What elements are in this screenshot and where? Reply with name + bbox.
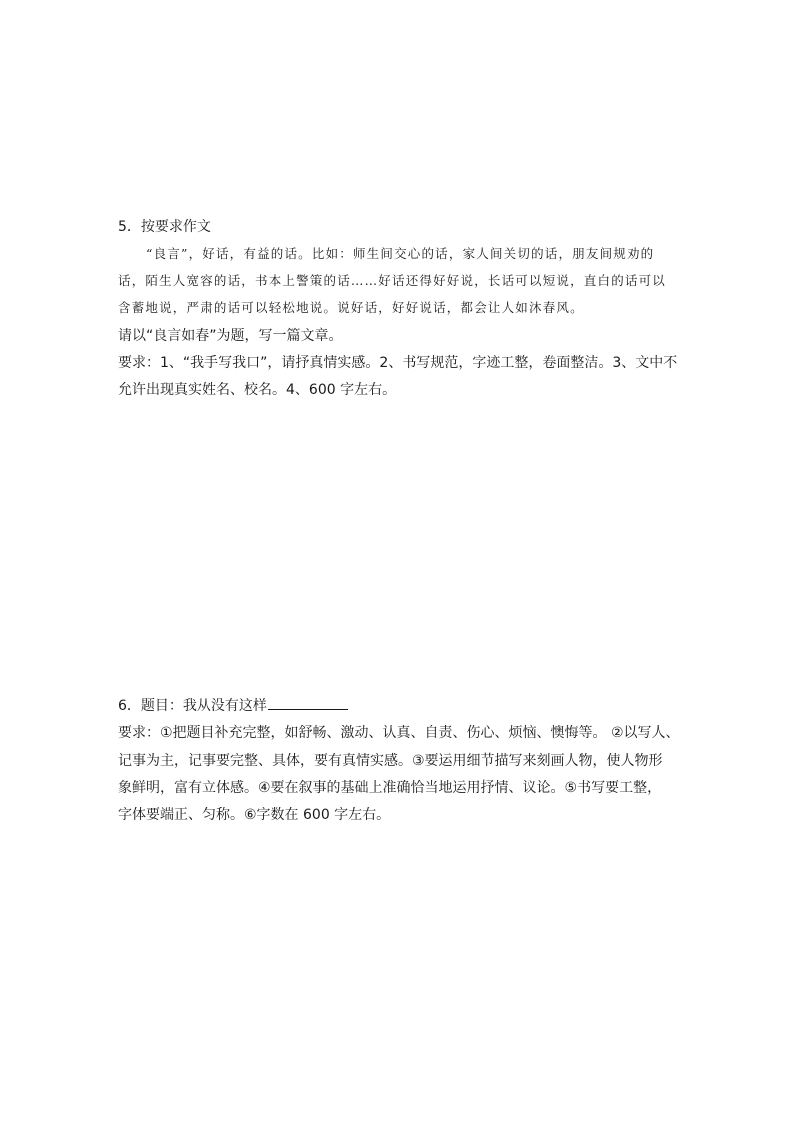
q5-requirement-line-2: 允许出现真实姓名、校名。4、600 字左右。 <box>118 382 397 398</box>
q5-heading: 5．按要求作文 <box>118 219 211 235</box>
q5-passage-line-3: 含蓄地说，严肃的话可以轻松地说。说好话，好好说话，都会让人如沐春风。 <box>118 300 584 315</box>
q6-heading-line <box>118 695 348 717</box>
q5-passage-line-2: 话，陌生人宽容的话，书本上警策的话……好话还得好好说，长话可以短说，直白的话可以 <box>118 273 667 288</box>
q6-requirement-line-2: 记事为主，记事要完整、具体，要有真情实感。③要运用细节描写来刻画人物，使人物形 <box>118 753 663 769</box>
q6-requirement-line-3: 象鲜明，富有立体感。④要在叙事的基础上准确恰当地运用抒情、议论。⑤书写要工整， <box>118 780 662 796</box>
q6-title-blank <box>268 695 348 710</box>
q6-heading: 6．题目：我从没有这样 <box>118 698 267 714</box>
q5-topic: 请以“良言如春”为题，写一篇文章。 <box>118 328 343 344</box>
q5-passage-line-1: “良言”，好话，有益的话。比如：师生间交心的话，家人间关切的话，朋友间规劝的 <box>146 246 655 261</box>
q6-requirement-line-1: 要求：①把题目补充完整，如舒畅、激动、认真、自责、伤心、烦恼、懊悔等。 ②以写人、 <box>118 725 680 741</box>
q6-requirement-line-4: 字体要端正、匀称。⑥字数在 600 字左右。 <box>118 807 391 823</box>
q5-requirement-line-1: 要求：1、“我手写我口”，请抒真情实感。2、书写规范，字迹工整，卷面整洁。3、文中不 <box>118 355 678 371</box>
